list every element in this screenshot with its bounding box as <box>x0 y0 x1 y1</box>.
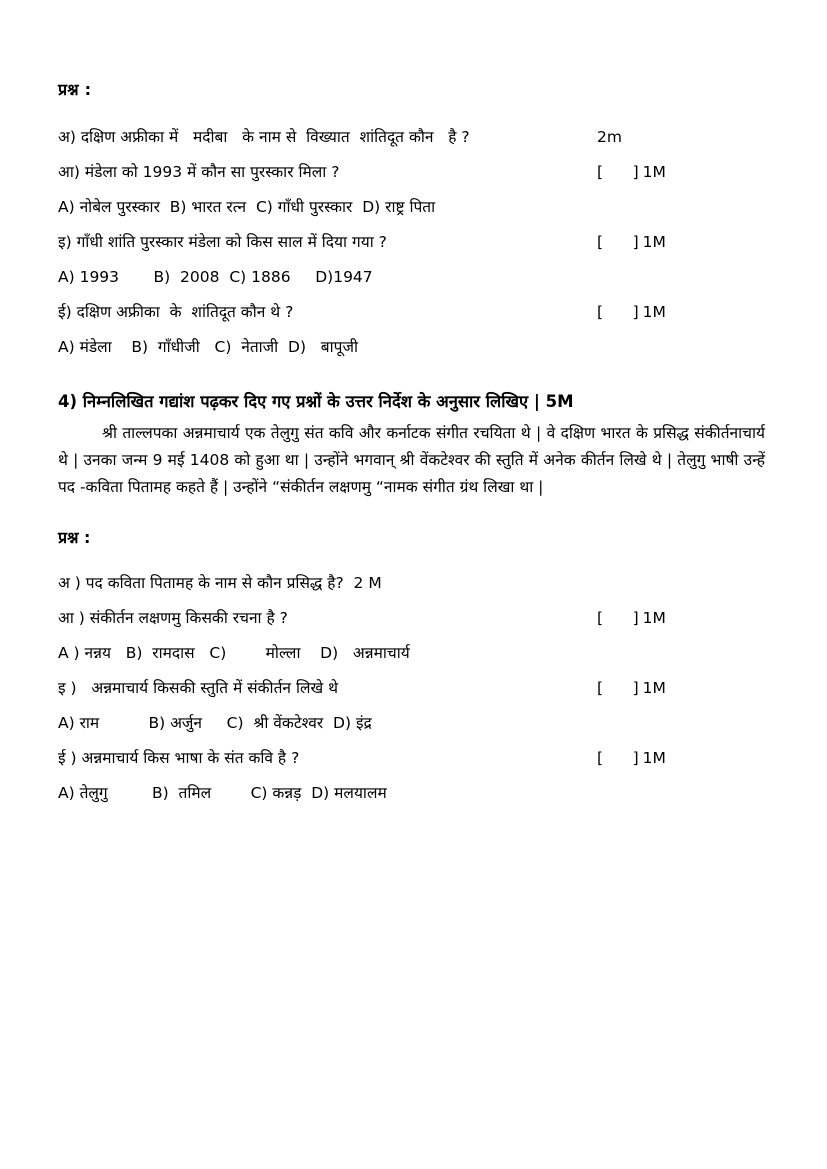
answer-bracket: [ ] <box>597 162 639 181</box>
question-text: ई ) अन्नमाचार्य किस भाषा के संत कवि है ? <box>58 749 300 768</box>
option-row: A ) नन्नय B) रामदास C) मोल्ला D) अन्नमाचार्य <box>58 644 410 663</box>
reading-passage <box>58 420 765 500</box>
document-body <box>58 78 765 805</box>
answer-bracket: [ ] <box>597 232 639 251</box>
question-row <box>58 160 765 184</box>
question-marks <box>597 746 765 770</box>
option-row: A) 1993 B) 2008 C) 1886 D)1947 <box>58 267 373 286</box>
answer-bracket: [ ] <box>597 749 639 768</box>
question-prompt-label-1: प्रश्न : <box>58 80 92 99</box>
question-text: अ) दक्षिण अफ्रीका में मदीबा के नाम से विख्यात शांतिदूत कौन है ? <box>58 127 470 146</box>
marks-value: 1M <box>642 162 666 181</box>
marks-value: 1M <box>642 302 666 321</box>
passage-text: श्री ताल्लपका अन्नमाचार्य एक तेलुगु संत कवि और कर्नाटक संगीत रचयिता थे | वे दक्षिण भारत के प्रसिद्ध संकीर्तनाचार्य थे | उनका जन्म 9 मई 1408 को हुआ था | उन्होंने भगवान् श्री वेंकटेश्वर की स्तुति में अनेक कीर्तन लिखे थे | तेलुगु भाषी उन्हें पद -कविता पितामह कहते हैं | उन्होंने “संकीर्तन लक्षणमु “नामक संगीत ग्रंथ लिखा था | <box>58 424 765 496</box>
question-row <box>58 125 765 149</box>
option-row: A) तेलुगु B) तमिल C) कन्नड़ D) मलयालम <box>58 784 387 803</box>
question-row: अ ) पद कविता पितामह के नाम से कौन प्रसिद्ध है? 2 M <box>58 574 382 593</box>
question-marks: 2m <box>597 127 622 146</box>
question-text: आ) मंडेला को 1993 में कौन सा पुरस्कार मिला ? <box>58 162 340 181</box>
question-marks <box>597 606 765 630</box>
question-text: आ ) संकीर्तन लक्षणमु किसकी रचना है ? <box>58 609 288 628</box>
question-prompt-label-2: प्रश्न : <box>58 528 91 548</box>
question-row <box>58 746 765 770</box>
question-row <box>58 230 765 254</box>
section-instruction: 4) निम्नलिखित गद्यांश पढ़कर दिए गए प्रश्नों के उत्तर निर्देश के अनुसार लिखिए | 5M <box>58 391 574 411</box>
question-row <box>58 300 765 324</box>
question-row <box>58 606 765 630</box>
marks-value: 1M <box>642 609 666 628</box>
marks-value: 1M <box>642 232 666 251</box>
question-marks <box>597 230 765 254</box>
question-marks <box>597 300 765 324</box>
option-row: A) नोबेल पुरस्कार B) भारत रत्न C) गाँधी पुरस्कार D) राष्ट्र पिता <box>58 197 436 216</box>
question-marks <box>597 160 765 184</box>
answer-bracket: [ ] <box>597 302 639 321</box>
question-text: ई) दक्षिण अफ्रीका के शांतिदूत कौन थे ? <box>58 302 294 321</box>
option-row: A) मंडेला B) गाँधीजी C) नेताजी D) बापूजी <box>58 337 358 356</box>
answer-bracket: [ ] <box>597 679 639 698</box>
marks-value: 1M <box>642 679 666 698</box>
option-row: A) राम B) अर्जुन C) श्री वेंकटेश्वर D) इंद्र <box>58 714 372 733</box>
marks-value: 1M <box>642 749 666 768</box>
question-text: इ) गाँधी शांति पुरस्कार मंडेला को किस साल में दिया गया ? <box>58 232 387 251</box>
question-row <box>58 676 765 700</box>
answer-bracket: [ ] <box>597 609 639 628</box>
question-marks <box>597 676 765 700</box>
question-text: इ ) अन्नमाचार्य किसकी स्तुति में संकीर्तन लिखे थे <box>58 679 338 698</box>
